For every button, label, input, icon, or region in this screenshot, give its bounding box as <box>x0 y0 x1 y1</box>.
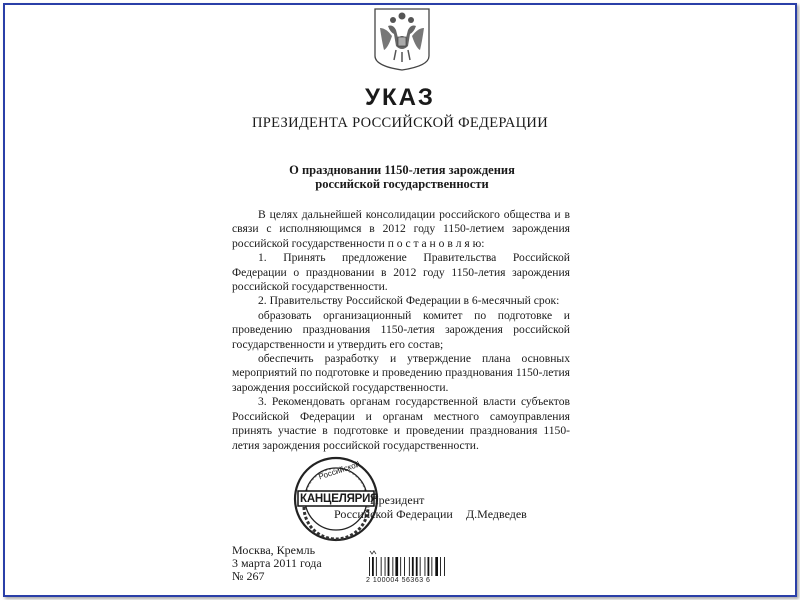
place: Москва, Кремль <box>232 543 316 557</box>
heading-line: О праздновании 1150-летия зарождения <box>289 163 515 177</box>
document-footer <box>232 544 322 583</box>
document-subtitle: ПРЕЗИДЕНТА РОССИЙСКОЙ ФЕДЕРАЦИИ <box>252 115 548 131</box>
signatory-name: Д.Медведев <box>466 507 527 521</box>
document-title: УКАЗ <box>365 84 435 111</box>
paragraph: В целях дальнейшей консолидации российского общества и в связи с исполняющимся в 2012 году 1150-летием зарождения российской государственности п о с т а н о в л я ю: <box>232 208 570 250</box>
barcode-number: 2 100004 56363 6 <box>366 577 431 584</box>
decree-body <box>232 208 570 453</box>
paragraph: образовать организационный комитет по подготовке и проведению празднования 1150-летия зарождения российской государственности и утвердить его состав; <box>232 308 570 351</box>
paragraph: 3. Рекомендовать органам государственной власти субъектов Российской Федерации и органам местного самоуправления принять участие в подготовке и проведении празднования 1150-летия зарождения российской государственности. <box>232 395 570 452</box>
heading-line: российской государственности <box>315 177 489 191</box>
signatory-role: Президент <box>370 493 425 507</box>
stamp-ring-text: Российской <box>317 459 362 482</box>
stamp-center-text: КАНЦЕЛЯРИЯ <box>300 493 379 505</box>
paragraph: 1. Принять предложение Правительства Российской Федерации о праздновании в 2012 году 1150-летия зарождения российской государственности. <box>232 251 570 294</box>
decree-heading <box>232 163 572 191</box>
date: 3 марта 2011 года <box>232 556 322 570</box>
decree-number: № 267 <box>232 569 265 583</box>
signatory-role: Российской Федерации <box>334 507 453 521</box>
paragraph: обеспечить разработку и утверждение плана основных мероприятий по подготовке и проведению празднования 1150-летия зарождения российской государственности. <box>232 352 570 394</box>
paragraph: 2. Правительству Российской Федерации в 6-месячный срок: <box>258 294 560 308</box>
coat-of-arms-emblem <box>372 6 432 72</box>
